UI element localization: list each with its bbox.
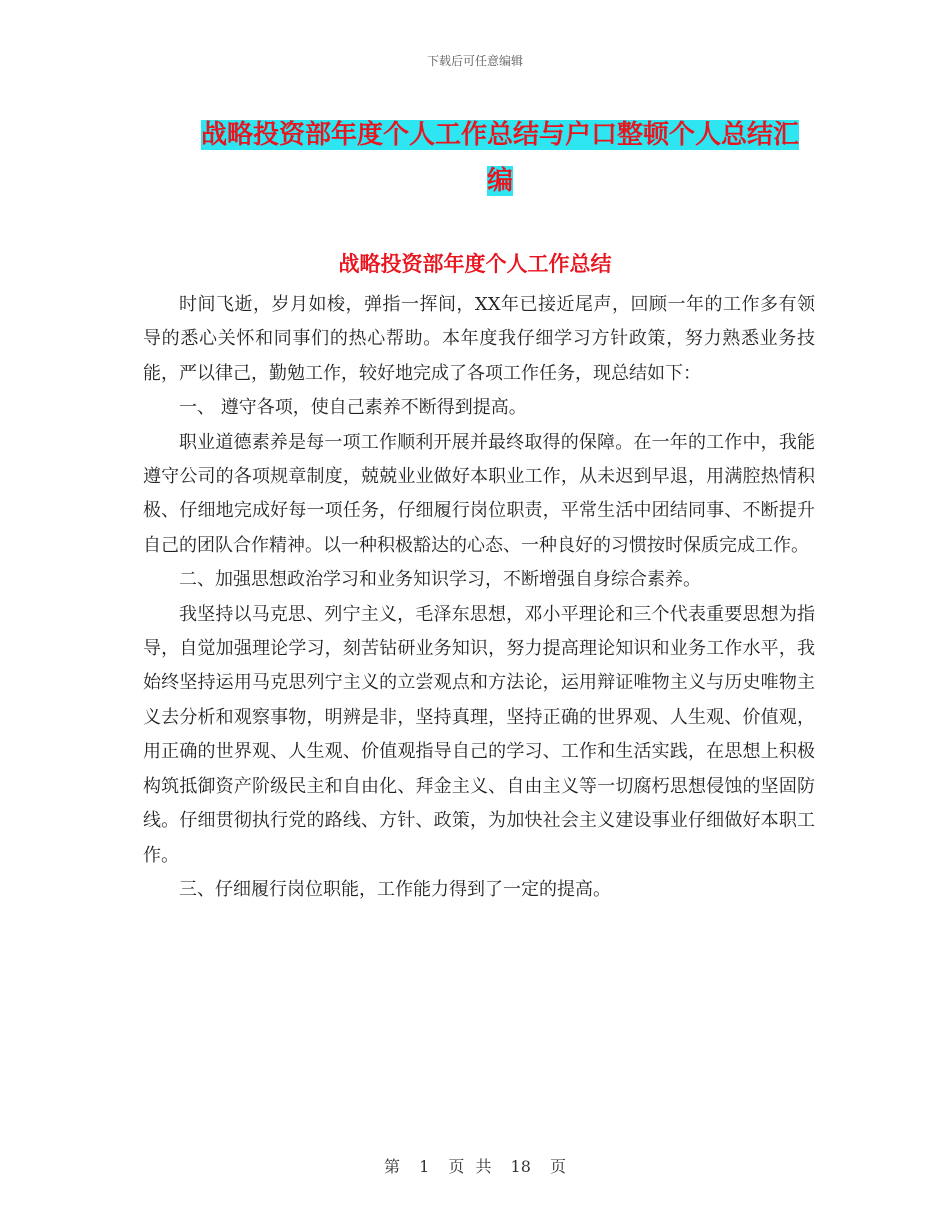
footer-prefix: 第: [383, 1157, 400, 1176]
paragraph-intro: 时间飞逝，岁月如梭，弹指一挥间，XX年已接近尾声，回顾一年的工作多有领导的悉心关怀和同事们的热心帮助。本年度我仔细学习方针政策，努力熟悉业务技能，严以律己，勤勉工作，较好地完成了各项工作任务，现总结如下：: [143, 294, 815, 384]
footer-page-number: 1: [419, 1157, 430, 1176]
footer-suffix: 页: [550, 1157, 567, 1176]
document-title-text: 战略投资部年度个人工作总结与户口整顿个人总结汇编: [200, 120, 799, 196]
paragraph-theory: 我坚持以马克思、列宁主义，毛泽东思想，邓小平理论和三个代表重要思想为指导，自觉加强理论学习，刻苦钻研业务知识，努力提高理论知识和业务工作水平，我始终坚持运用马克思列宁主义的立尝观点和方法论，运用辩证唯物主义与历史唯物主义去分析和观察事物，明辨是非，坚持真理，坚持正确的世界观、人生观、价值观，用正确的世界观、人生观、价值观指导自己的学习、工作和生活实践，在思想上积极构筑抵御资产阶级民主和自由化、拜金主义、自由主义等一切腐朽思想侵蚀的坚固防线。仔细贯彻执行党的路线、方针、政策，为加快社会主义建设事业仔细做好本职工作。: [143, 603, 815, 866]
paragraph-ethics: 职业道德素养是每一项工作顺利开展并最终取得的保障。在一年的工作中，我能遵守公司的各项规章制度，兢兢业业做好本职业工作，从未迟到早退，用满腔热情积极、仔细地完成好每一项任务，仔细履行岗位职责，平常生活中团结同事、不断提升自己的团队合作精神。以一种积极豁达的心态、一种良好的习惯按时保质完成工作。: [143, 431, 815, 556]
page-footer: [0, 1154, 950, 1177]
heading-item-2: 二、加强思想政治学习和业务知识学习，不断增强自身综合素养。: [179, 569, 701, 591]
footer-middle: 页 共: [448, 1157, 492, 1176]
header-note: 下载后可任意编辑: [426, 54, 523, 68]
section-title: 战略投资部年度个人工作总结: [338, 252, 612, 276]
document-body: [143, 288, 815, 907]
footer-total-pages: 18: [510, 1157, 531, 1176]
heading-item-3: 三、仔细履行岗位职能，工作能力得到了一定的提高。: [179, 878, 611, 900]
document-title: [190, 112, 810, 204]
heading-item-1: 一、 遵守各项，使自己素养不断得到提高。: [179, 397, 527, 419]
